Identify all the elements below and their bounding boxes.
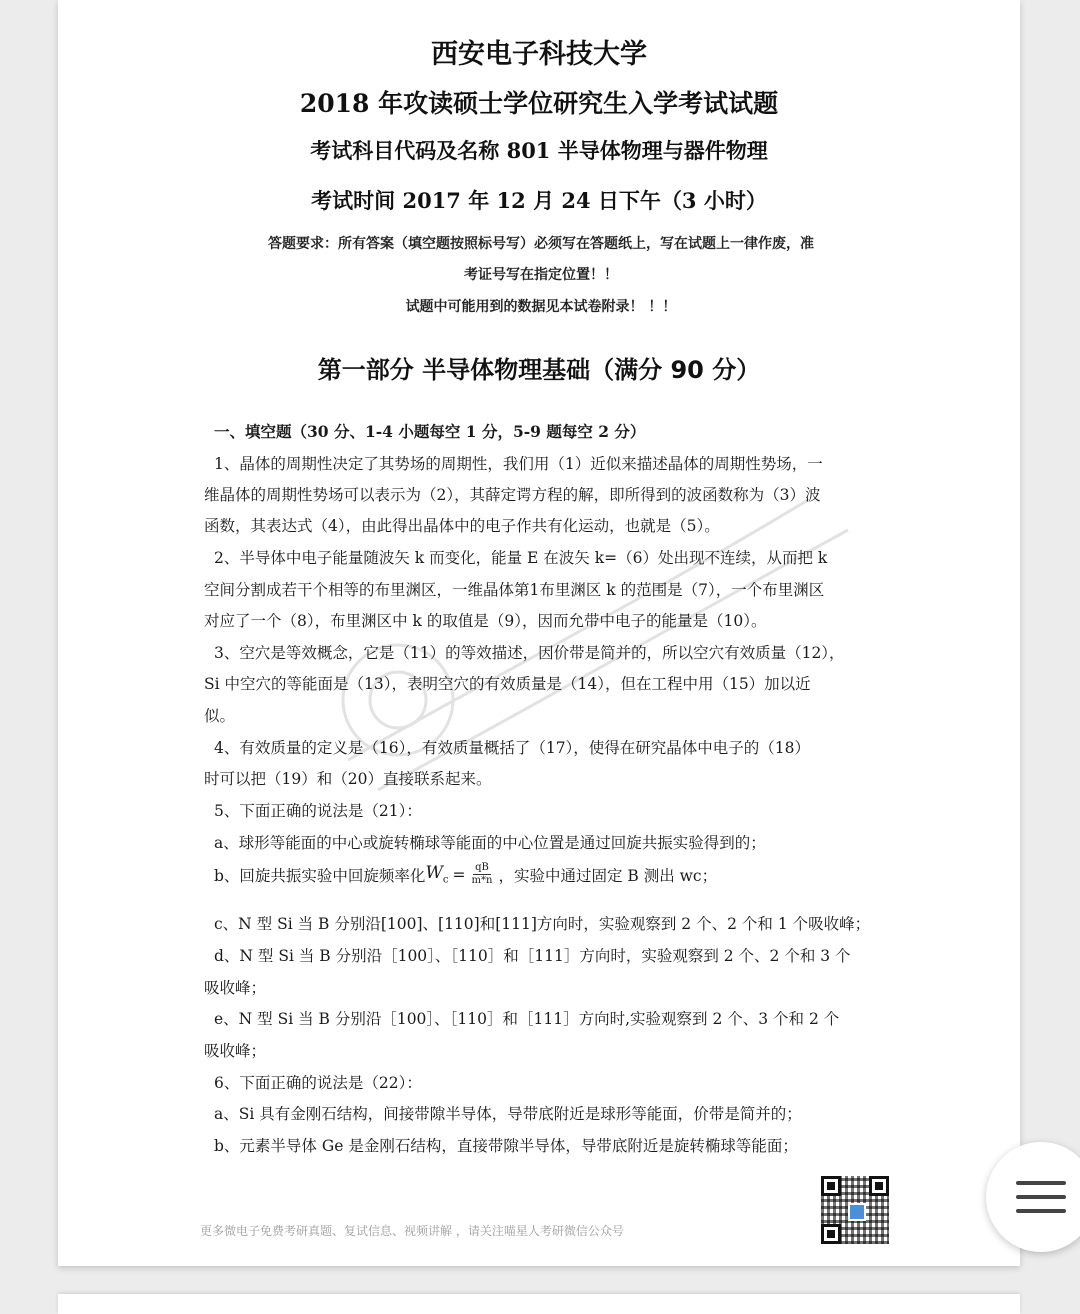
formula-fraction	[472, 862, 493, 887]
exam-title: 2018 年攻读硕士学位研究生入学考试试题	[299, 89, 779, 118]
exam-page	[58, 0, 1020, 1266]
question-line: 似。	[204, 707, 236, 725]
question-line: 6、下面正确的说法是（22）：	[214, 1074, 422, 1092]
question-line: 时可以把（19）和（20）直接联系起来。	[204, 770, 492, 788]
footer-note: 更多微电子免费考研真题、复试信息、视频讲解 ，请关注喵星人考研微信公众号	[200, 1224, 624, 1238]
university-name: 西安电子科技大学	[431, 39, 647, 70]
option-line: 吸收峰；	[204, 979, 267, 997]
option-line: b、元素半导体 Ge 是金刚石结构，直接带隙半导体，导带底附近是旋转椭球等能面；	[214, 1137, 798, 1155]
question-line: 函数，其表达式（4），由此得出晶体中的电子作共有化运动，也就是（5）。	[204, 517, 720, 535]
question-line: 空间分割成若干个相等的布里渊区，一维晶体第1布里渊区 k 的范围是（7），一个布里渊区	[204, 581, 825, 599]
requirement-line: 答题要求：所有答案（填空题按照标号写）必须写在答题纸上，写在试题上一律作废，准	[268, 236, 814, 252]
part-heading: 第一部分 半导体物理基础（满分 90 分）	[317, 356, 761, 384]
option-line-formula	[214, 862, 949, 887]
formula-equals: =	[452, 865, 466, 884]
exam-time: 考试时间 2017 年 12 月 24 日下午（3 小时）	[311, 188, 767, 213]
option-line: a、Si 具有金刚石结构，间接带隙半导体，导带底附近是球形等能面，价带是简并的；	[214, 1105, 802, 1123]
qr-code-icon	[821, 1176, 889, 1244]
question-line: 1、晶体的周期性决定了其势场的周期性，我们用（1）近似来描述晶体的周期性势场，一	[214, 455, 823, 473]
exam-subject: 考试科目代码及名称 801 半导体物理与器件物理	[310, 138, 768, 163]
formula-symbol: $W_c$	[425, 863, 449, 886]
next-page-edge	[58, 1294, 1020, 1314]
question-line: 维晶体的周期性势场可以表示为（2），其薛定谔方程的解，即所得到的波函数称为（3）波	[204, 486, 821, 504]
question-line: 2、半导体中电子能量随波矢 k 而变化，能量 E 在波矢 k=（6）处出现不连续，从而把 k	[214, 549, 828, 567]
question-line: 3、空穴是等效概念，它是（11）的等效描述，因价带是简并的，所以空穴有效质量（12），	[214, 644, 845, 662]
question-line: 5、下面正确的说法是（21）：	[214, 802, 422, 820]
section-title: 一、填空题（30 分、1-4 小题每空 1 分，5-9 题每空 2 分）	[214, 422, 646, 441]
option-line: c、N 型 Si 当 B 分别沿[100]、[110]和[111]方向时，实验观察到 2 个、2 个和 1 个吸收峰；	[214, 915, 871, 933]
question-line: Si 中空穴的等能面是（13），表明空穴的有效质量是（14），但在工程中用（15）加以近	[204, 675, 811, 693]
question-line: 对应了一个（8），布里渊区中 k 的取值是（9），因而允带中电子的能量是（10）。	[204, 612, 767, 630]
fraction-denominator: m*n	[471, 875, 493, 886]
option-line: 吸收峰；	[204, 1042, 267, 1060]
option-prefix: b、回旋共振实验中回旋频率化	[214, 866, 426, 885]
option-line: e、N 型 Si 当 B 分别沿［100］、［110］和［111］方向时,实验观察到 2 个、3 个和 2 个	[214, 1010, 840, 1028]
requirement-line: 试题中可能用到的数据见本试卷附录！ ！！	[405, 299, 677, 315]
question-line: 4、有效质量的定义是（16），有效质量概括了（17），使得在研究晶体中电子的（18）	[214, 739, 811, 757]
fraction-numerator: qB	[475, 862, 489, 873]
option-line: d、N 型 Si 当 B 分别沿［100］、［110］和［111］方向时，实验观察到 2 个、2 个和 3 个	[214, 947, 851, 965]
option-suffix: ，实验中通过固定 B 测出 wc；	[498, 866, 718, 885]
option-line: a、球形等能面的中心或旋转椭球等能面的中心位置是通过回旋共振实验得到的；	[214, 834, 766, 852]
requirement-line: 考证号写在指定位置！！	[464, 267, 618, 283]
